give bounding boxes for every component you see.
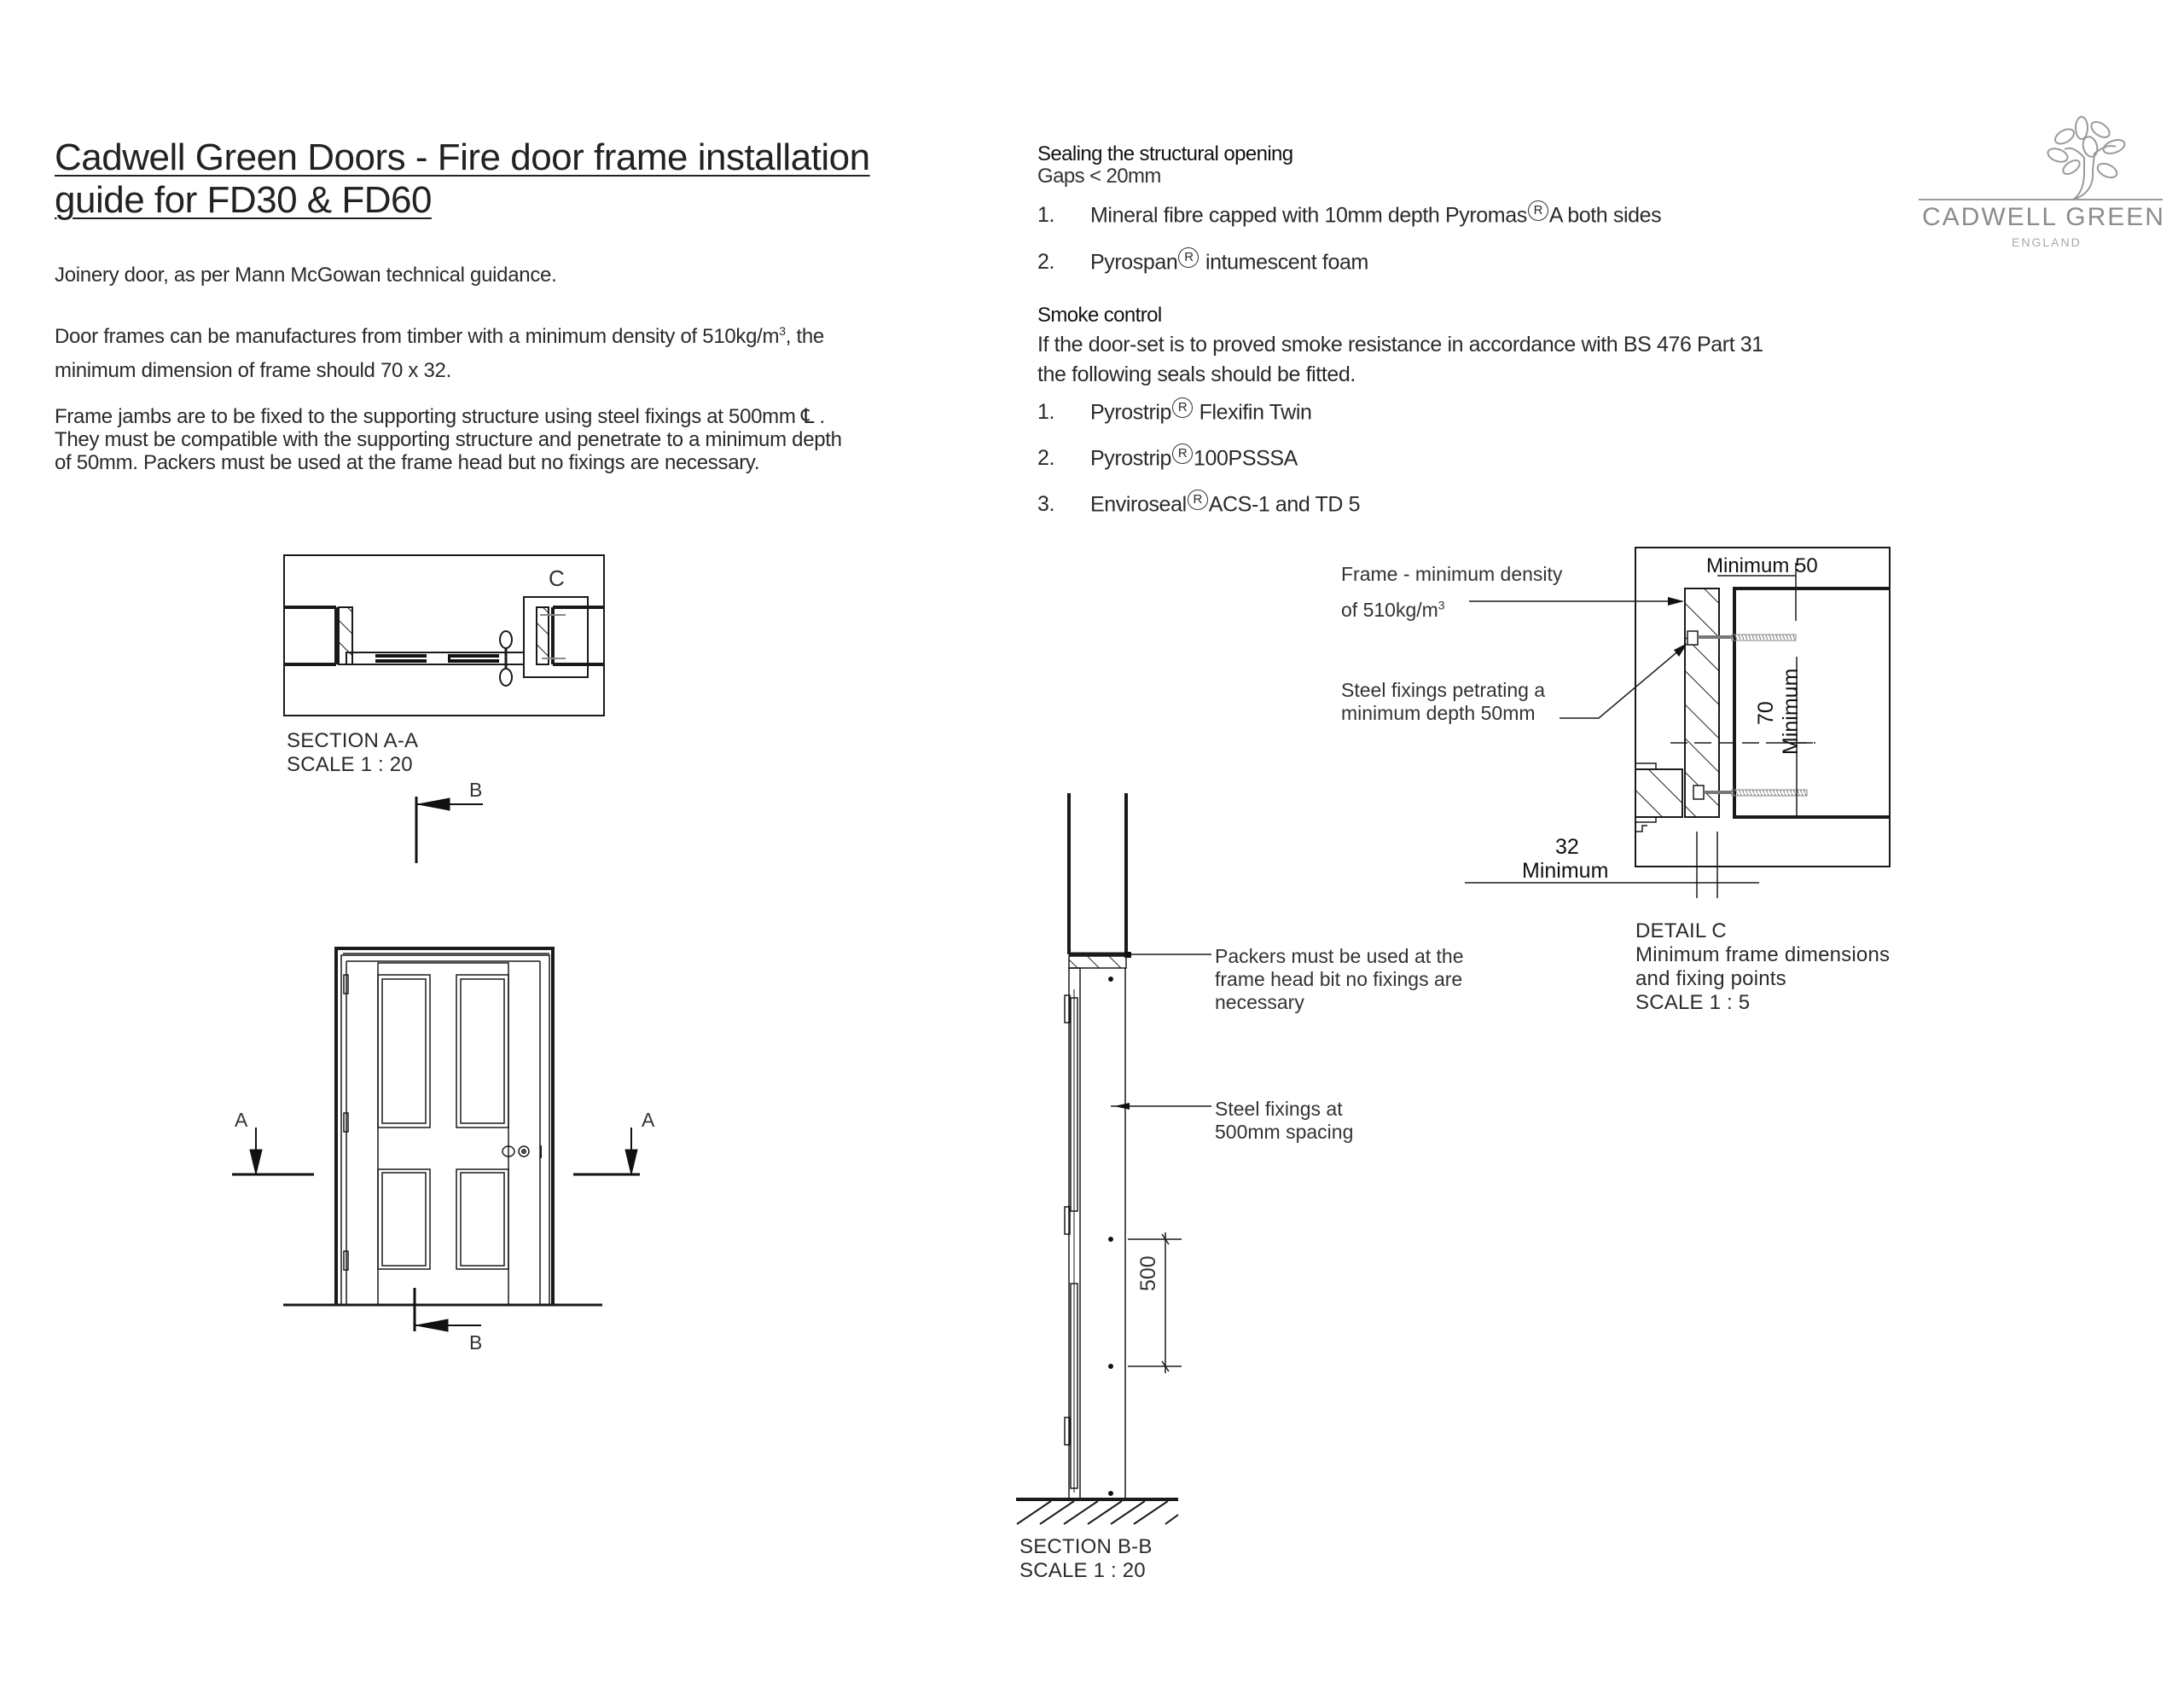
note-line: necessary bbox=[1215, 991, 1304, 1013]
section-b-arrow-bottom bbox=[415, 1288, 481, 1331]
item-text: Pyrostrip bbox=[1090, 400, 1172, 425]
section-aa-caption-1: SECTION A-A bbox=[287, 729, 419, 752]
smoke-line-1: If the door-set is to proved smoke resistance in accordance with BS 476 Part 31 bbox=[1037, 333, 1763, 357]
intro-paragraph-2 bbox=[55, 324, 824, 350]
section-b-label-bottom: B bbox=[469, 1331, 483, 1354]
centerline-icon: ℄ bbox=[800, 405, 815, 428]
registered-icon: R bbox=[1528, 200, 1548, 221]
list-number: 1. bbox=[1037, 400, 1055, 425]
logo-subtitle: ENGLAND bbox=[2012, 235, 2082, 249]
list-number: 2. bbox=[1037, 250, 1055, 275]
title-line-2: guide for FD30 & FD60 bbox=[55, 179, 432, 221]
superscript-3: 3 bbox=[1438, 598, 1445, 612]
intro-p2-text: Door frames can be manufactures from timber with a minimum density of 510kg/m bbox=[55, 325, 780, 348]
registered-icon: R bbox=[1172, 397, 1193, 418]
intro-paragraph-2-line2: minimum dimension of frame should 70 x 32. bbox=[55, 359, 451, 382]
section-bb-caption-1: SECTION B-B bbox=[1019, 1535, 1153, 1558]
dimension-70-value: 70 bbox=[1754, 701, 1778, 725]
note-line: minimum depth 50mm bbox=[1341, 702, 1536, 724]
smoke-item-2 bbox=[1037, 443, 1298, 471]
item-text-end: A both sides bbox=[1548, 203, 1662, 228]
item-text-end: ACS-1 and TD 5 bbox=[1208, 492, 1361, 517]
section-a-label-right: A bbox=[642, 1109, 655, 1131]
smoke-heading: Smoke control bbox=[1037, 304, 1162, 327]
registered-icon: R bbox=[1178, 247, 1199, 268]
intro-paragraph-3 bbox=[55, 405, 842, 474]
intro-p2-end: , the bbox=[785, 325, 824, 348]
list-number: 2. bbox=[1037, 446, 1055, 471]
intro-paragraph-1: Joinery door, as per Mann McGowan technical guidance. bbox=[55, 264, 557, 287]
sealing-subheading: Gaps < 20mm bbox=[1037, 165, 1161, 188]
smoke-line-2: the following seals should be fitted. bbox=[1037, 362, 1356, 386]
door-elevation-drawing bbox=[283, 948, 602, 1305]
note-text: of 510kg/m bbox=[1341, 599, 1438, 621]
note-line: frame head bit no fixings are bbox=[1215, 968, 1463, 990]
dimension-32-value: 32 bbox=[1555, 835, 1579, 859]
intro-p3-line1: Frame jambs are to be fixed to the supporting structure using steel fixings at 500mm bbox=[55, 405, 796, 428]
smoke-item-3 bbox=[1037, 490, 1360, 517]
caption-line: and fixing points bbox=[1635, 967, 1786, 990]
fixings-spacing-note bbox=[1215, 1098, 1353, 1144]
caption-line: SCALE 1 : 5 bbox=[1635, 991, 1751, 1014]
note-line: Packers must be used at the bbox=[1215, 945, 1464, 967]
page-title bbox=[55, 136, 870, 222]
dimension-32-label: Minimum bbox=[1522, 859, 1609, 883]
list-number: 3. bbox=[1037, 492, 1055, 517]
section-a-arrows bbox=[232, 1128, 640, 1174]
title-line-1: Cadwell Green Doors - Fire door frame installation bbox=[55, 136, 870, 178]
section-a-label-left: A bbox=[235, 1109, 248, 1131]
section-b-arrow-top bbox=[416, 797, 483, 863]
item-text: Enviroseal bbox=[1090, 492, 1187, 517]
item-text: Mineral fibre capped with 10mm depth Pyromas bbox=[1090, 203, 1527, 228]
intro-p3-end: . bbox=[814, 405, 825, 428]
frame-density-note-1: Frame - minimum density bbox=[1341, 563, 1563, 585]
sealing-item-2 bbox=[1037, 247, 1368, 275]
dimension-70-label: Minimum bbox=[1779, 668, 1803, 755]
detail-c-caption bbox=[1635, 919, 1890, 1015]
sealing-item-1 bbox=[1037, 200, 1661, 228]
intro-p3-line3: of 50mm. Packers must be used at the frame head but no fixings are necessary. bbox=[55, 451, 760, 474]
packers-note bbox=[1215, 945, 1464, 1014]
caption-line: Minimum frame dimensions bbox=[1635, 943, 1891, 966]
section-bb-caption-2: SCALE 1 : 20 bbox=[1019, 1559, 1146, 1582]
note-line: 500mm spacing bbox=[1215, 1121, 1354, 1143]
list-number: 1. bbox=[1037, 203, 1055, 228]
item-text-end: intumescent foam bbox=[1199, 250, 1368, 275]
item-text: Pyrostrip bbox=[1090, 446, 1172, 471]
smoke-item-1 bbox=[1037, 397, 1311, 425]
dimension-minimum-50: Minimum 50 bbox=[1706, 554, 1818, 577]
item-text-end: Flexifin Twin bbox=[1194, 400, 1312, 425]
logo-name: CADWELL GREEN bbox=[1922, 203, 2165, 231]
note-line: Steel fixings petrating a bbox=[1341, 679, 1546, 701]
sealing-heading: Sealing the structural opening bbox=[1037, 142, 1293, 165]
section-bb-drawing bbox=[1016, 793, 1211, 1524]
item-text: Pyrospan bbox=[1090, 250, 1178, 275]
steel-fixings-note bbox=[1341, 679, 1545, 725]
dimension-500: 500 bbox=[1136, 1255, 1160, 1291]
section-aa-caption-2: SCALE 1 : 20 bbox=[287, 753, 413, 776]
item-text-end: 100PSSSA bbox=[1194, 446, 1298, 471]
superscript-3: 3 bbox=[779, 324, 786, 338]
registered-icon: R bbox=[1172, 443, 1193, 464]
logo-tree-icon bbox=[1919, 117, 2163, 200]
caption-line: DETAIL C bbox=[1635, 919, 1727, 942]
intro-p3-line2: They must be compatible with the supporting structure and penetrate to a minimum depth bbox=[55, 428, 842, 451]
registered-icon: R bbox=[1188, 490, 1208, 510]
section-b-label-top: B bbox=[469, 779, 483, 801]
detail-c-marker: C bbox=[549, 565, 565, 591]
note-line: Steel fixings at bbox=[1215, 1098, 1343, 1120]
frame-density-note-2 bbox=[1341, 599, 1445, 622]
